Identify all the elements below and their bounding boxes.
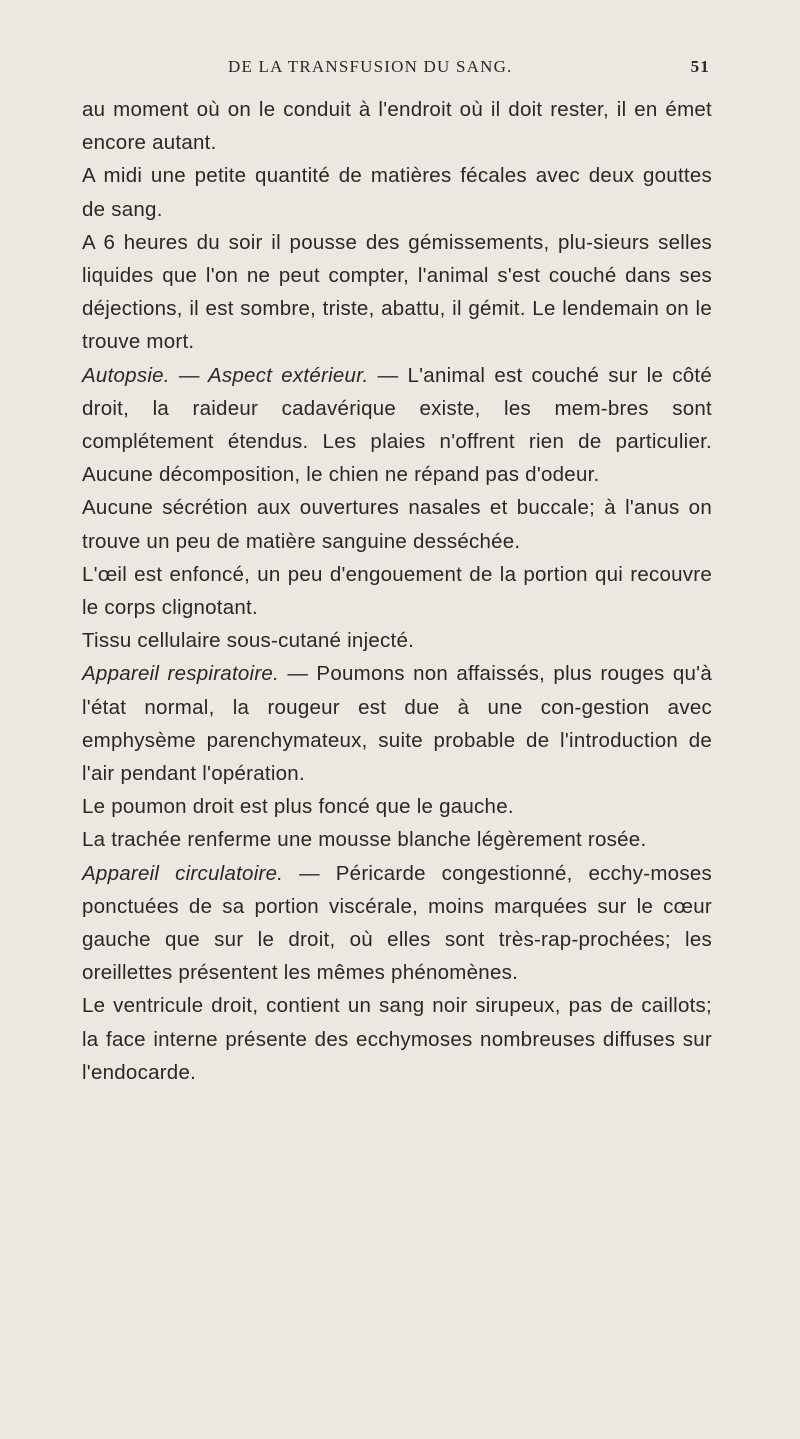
paragraph-5 — [82, 491, 712, 557]
paragraph-4 — [82, 359, 712, 492]
paragraph-2-text: A midi une petite quantité de matières fécales avec deux gouttes de sang. — [82, 164, 712, 221]
paragraph-10 — [82, 823, 712, 856]
paragraph-10-text: La trachée renferme une mousse blanche légèrement rosée. — [82, 828, 647, 852]
paragraph-6 — [82, 558, 712, 624]
section-heading-autopsie: Autopsie. — Aspect extérieur. — [82, 363, 369, 387]
paragraph-1 — [82, 93, 712, 159]
paragraph-2 — [82, 159, 712, 225]
paragraph-11-text: — Péricarde congestionné, ecchy-moses ponctuées de sa portion viscérale, moins marquées sur le cœur gauche que sur le droit, où elles sont très-rap-prochées; les oreillettes présentent les mêmes phénomènes. — [82, 861, 712, 985]
body-text — [82, 93, 712, 1089]
paragraph-12 — [82, 989, 712, 1089]
paragraph-9-text: Le poumon droit est plus foncé que le gauche. — [82, 795, 514, 819]
section-heading-respiratoire: Appareil respiratoire. — [82, 662, 280, 686]
paragraph-7-text: Tissu cellulaire sous-cutané injecté. — [82, 629, 415, 653]
paragraph-1-text: au moment où on le conduit à l'endroit où il doit rester, il en émet encore autant. — [82, 98, 712, 155]
paragraph-4-text: — L'animal est couché sur le côté droit, la raideur cadavérique existe, les mem-bres sont complétement étendus. Les plaies n'offrent rien de particulier. Aucune décomposition, le chien ne répand pas d'odeur. — [82, 363, 712, 487]
paragraph-6-text: L'œil est enfoncé, un peu d'engouement de la portion qui recouvre le corps clignotant. — [82, 562, 712, 620]
paragraph-11 — [82, 857, 712, 990]
paragraph-5-text: Aucune sécrétion aux ouvertures nasales et buccale; à l'anus on trouve un peu de matière sanguine desséchée. — [82, 496, 712, 553]
running-title: DE LA TRANSFUSION DU SANG. — [228, 57, 513, 76]
page-number: 51 — [690, 57, 710, 76]
paragraph-8 — [82, 657, 712, 790]
paragraph-3-text: A 6 heures du soir il pousse des gémissements, plu-sieurs selles liquides que l'on ne peut compter, l'animal s'est couché dans ses déjections, il est sombre, triste, abattu, il gémit. Le lendemain on le trouve mort. — [82, 230, 712, 354]
section-heading-circulatoire: Appareil circulatoire. — [82, 861, 284, 885]
paragraph-9 — [82, 790, 712, 823]
paragraph-3 — [82, 226, 712, 359]
paragraph-8-text: — Poumons non affaissés, plus rouges qu'à l'état normal, la rougeur est due à une con-gestion avec emphysème parenchymateux, suite probable de l'introduction de l'air pendant l'opération. — [82, 662, 712, 786]
page-header — [80, 57, 710, 85]
paragraph-7 — [82, 624, 712, 657]
paragraph-12-text: Le ventricule droit, contient un sang noir sirupeux, pas de caillots; la face interne présente des ecchymoses nombreuses diffuses sur l'endocarde. — [82, 994, 712, 1084]
